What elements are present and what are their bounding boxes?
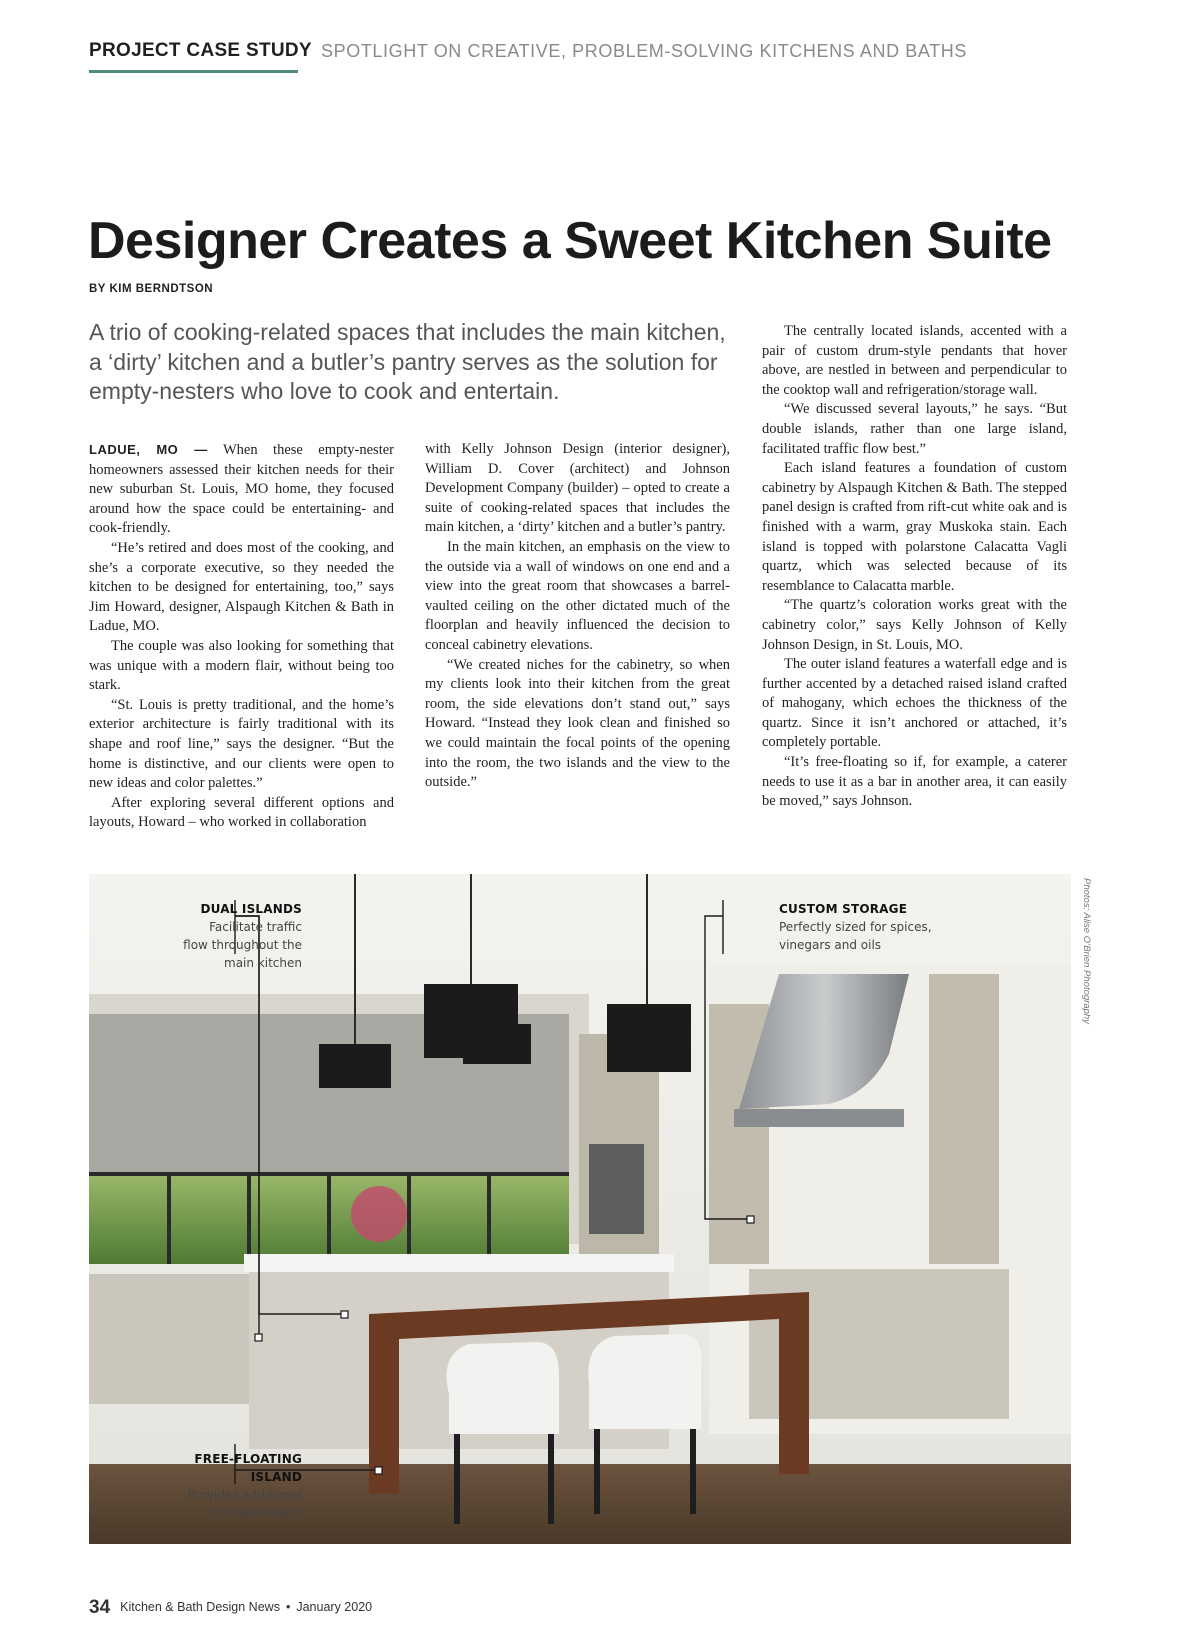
kitchen-photo (89, 874, 1071, 1544)
publication-name: Kitchen & Bath Design News (120, 1600, 280, 1614)
bar-stool-right (588, 1334, 701, 1429)
callout-text: vinegars and oils (779, 938, 882, 952)
section-subtitle: SPOTLIGHT ON CREATIVE, PROBLEM-SOLVING KITCHENS AND BATHS (321, 41, 967, 61)
paragraph: “It’s free-floating so if, for example, a caterer needs to use it as a bar in another area, it can easily be moved,” says Johnson. (762, 754, 1067, 810)
kitchen-photo-illustration (89, 874, 1071, 1544)
paragraph: Each island features a foundation of custom cabinetry by Alspaugh Kitchen & Bath. The stepped panel design is crafted from rift-cut white oak and is finished with a warm, gray Muskoka stain. Each island is topped with polarstone Calacatta Vagli quartz, which was selected because of its resemblance to Calacatta marble. (762, 460, 1067, 594)
bar-stool-left (447, 1342, 560, 1434)
paragraph: The outer island features a waterfall edge and is further accented by a detached raised island crafted of mahogany, which echoes the thickness of the quartz. Since it isn’t anchored or attached, it’s completely portable. (762, 656, 1067, 751)
photo-credit-text: Photos: Alise O’Brien Photography (1081, 878, 1092, 1024)
callout-heading: DUAL ISLANDS (200, 902, 302, 916)
issue-date: January 2020 (296, 1600, 373, 1614)
callout-text: Facilitate traffic (209, 920, 302, 934)
cabinet-right (929, 974, 999, 1264)
section-underline (89, 70, 298, 73)
callout-heading: CUSTOM STORAGE (779, 902, 908, 916)
paragraph: “We created niches for the cabinetry, so when my clients look into their kitchen from the great room, the side elevations don’t stand out,” says Howard. “Instead they look clean and finished so we could maintain the focal points of the opening into the room, the two islands and the view to the outside.” (425, 656, 730, 791)
body-column-1 (89, 440, 394, 833)
article-deck: A trio of cooking-related spaces that includes the main kitchen, a ‘dirty’ kitchen and a butler’s pantry serves as the solution for empty-nesters who love to cook and entertain. (89, 319, 726, 404)
paragraph: The couple was also looking for something that was unique with a modern flair, without being too stark. (89, 637, 394, 694)
callout-heading: FREE-FLOATING (194, 1452, 302, 1466)
footer-separator: • (285, 1600, 291, 1614)
article-title: Designer Creates a Sweet Kitchen Suite (88, 212, 1052, 270)
paragraph: “St. Louis is pretty traditional, and the home’s exterior architecture is fairly traditional with its shape and roof line,” says the designer. “But the home is distinctive, and our clients were open to new ideas and color palettes.” (89, 696, 394, 792)
callout-text: Provides additional (187, 1488, 302, 1502)
paragraph: After exploring several different options and layouts, Howard – who worked in collaboration (89, 794, 394, 831)
page-number: 34 (89, 1597, 111, 1618)
hood-base (734, 1109, 904, 1127)
wall-oven (589, 1144, 644, 1234)
callout-dual-islands (169, 900, 302, 972)
page-footer (89, 1597, 372, 1619)
photo-credit (1080, 878, 1094, 1078)
paragraph: “We discussed several layouts,” he says. “But double islands, rather than one large island, facilitated traffic flow best.” (762, 401, 1067, 457)
byline: BY KIM BERNDTSON (89, 283, 214, 295)
callout-text: main kitchen (224, 956, 302, 970)
dateline: LADUE, MO — (89, 442, 208, 457)
paragraph: “The quartz’s coloration works great with the cabinetry color,” says Kelly Johnson of Kelly Johnson Design, in St. Louis, MO. (762, 597, 1067, 653)
callout-text: Perfectly sized for spices, (779, 920, 932, 934)
callout-heading: ISLAND (250, 1470, 302, 1484)
paragraph: LADUE, MO — When these empty-nester homeowners assessed their kitchen needs for their new suburban St. Louis, MO home, they focused around how the space could be entertaining- and cook-friendly. (89, 442, 394, 537)
callout-text: portable space (212, 1506, 302, 1520)
paragraph: “He’s retired and does most of the cooking, and she’s a corporate executive, so they needed the kitchen to be designed for entertaining, too,” says Jim Howard, designer, Alspaugh Kitchen & Bath in Ladue, MO. (89, 539, 394, 635)
paragraph: In the main kitchen, an emphasis on the view to the outside via a wall of windows on one end and a view into the great room that showcases a barrel-vaulted ceiling on the other dictated much of the floorplan and heavily influenced the decision to conceal cabinetry elevations. (425, 538, 730, 653)
paragraph: The centrally located islands, accented with a pair of custom drum-style pendants that hover above, are nestled in between and perpendicular to the cooktop wall and refrigeration/storage wall. (762, 323, 1067, 398)
callout-text: flow throughout the (183, 938, 302, 952)
paragraph: with Kelly Johnson Design (interior designer), William D. Cover (architect) and Johnson Development Company (builder) – opted to create a suite of cooking-related spaces that includes the main kitchen, a ‘dirty’ kitchen and a butler’s pantry. (425, 441, 730, 536)
body-column-2 (425, 440, 730, 793)
callout-custom-storage (779, 900, 949, 954)
flowering-tree (351, 1186, 407, 1242)
callout-free-floating-island (149, 1450, 302, 1522)
body-column-3 (762, 322, 1067, 812)
island-quartz-top (244, 1254, 674, 1272)
section-label: PROJECT CASE STUDY (89, 40, 312, 61)
